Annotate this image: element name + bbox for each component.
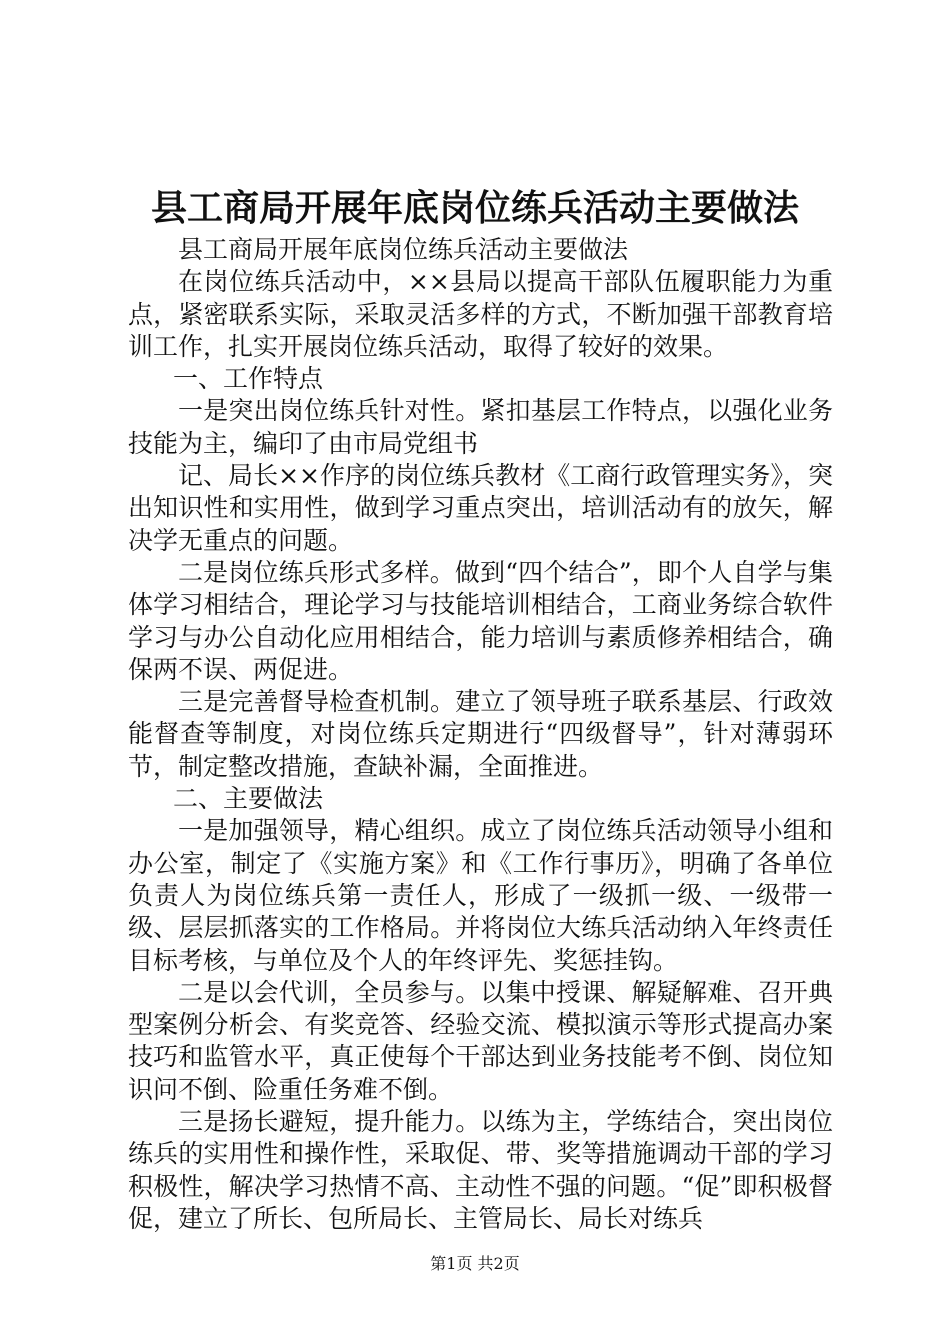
paragraph-feature-1-continued: 记、局长××作序的岗位练兵教材《工商行政管理实务》，突出知识性和实用性，做到学习重点突出，培训活动有的放矢，解决学无重点的问题。: [128, 461, 833, 555]
page-footer: 第1页 共2页: [430, 1254, 520, 1273]
section-heading-main-practices: 二、主要做法: [173, 784, 324, 814]
section-heading-work-features: 一、工作特点: [173, 364, 324, 394]
paragraph-practice-3: 三是扬长避短，提升能力。以练为主，学练结合，突出岗位练兵的实用性和操作性，采取促、带、奖等措施调动干部的学习积极性，解决学习热情不高、主动性不强的问题。“促”即积极督促，建立了所长、包所局长、主管局长、局长对练兵: [128, 1107, 833, 1233]
paragraph-feature-3: 三是完善督导检查机制。建立了领导班子联系基层、行政效能督查等制度，对岗位练兵定期进行“四级督导”，针对薄弱环节，制定整改措施，查缺补漏，全面推进。: [128, 687, 833, 781]
paragraph-feature-2: 二是岗位练兵形式多样。做到“四个结合”，即个人自学与集体学习相结合，理论学习与技能培训相结合，工商业务综合软件学习与办公自动化应用相结合，能力培训与素质修养相结合，确保两不误、两促进。: [128, 557, 833, 684]
paragraph-subtitle: 县工商局开展年底岗位练兵活动主要做法: [178, 235, 629, 264]
paragraph-feature-1: 一是突出岗位练兵针对性。紧扣基层工作特点，以强化业务技能为主，编印了由市局党组书: [128, 396, 833, 458]
paragraph-practice-1: 一是加强领导，精心组织。成立了岗位练兵活动领导小组和办公室，制定了《实施方案》和《工作行事历》，明确了各单位负责人为岗位练兵第一责任人，形成了一级抓一级、一级带一级、层层抓落实的工作格局。并将岗位大练兵活动纳入年终责任目标考核，与单位及个人的年终评先、奖惩挂钩。: [128, 816, 833, 975]
document-title: 县工商局开展年底岗位练兵活动主要做法: [150, 187, 799, 229]
paragraph-practice-2: 二是以会代训，全员参与。以集中授课、解疑解难、召开典型案例分析会、有奖竞答、经验交流、模拟演示等形式提高办案技巧和监管水平，真正使每个干部达到业务技能考不倒、岗位知识问不倒、险重任务难不倒。: [128, 977, 833, 1104]
document-body: [128, 234, 833, 1235]
paragraph-intro: 在岗位练兵活动中，××县局以提高干部队伍履职能力为重点，紧密联系实际，采取灵活多样的方式，不断加强干部教育培训工作，扎实开展岗位练兵活动，取得了较好的效果。: [128, 267, 833, 361]
